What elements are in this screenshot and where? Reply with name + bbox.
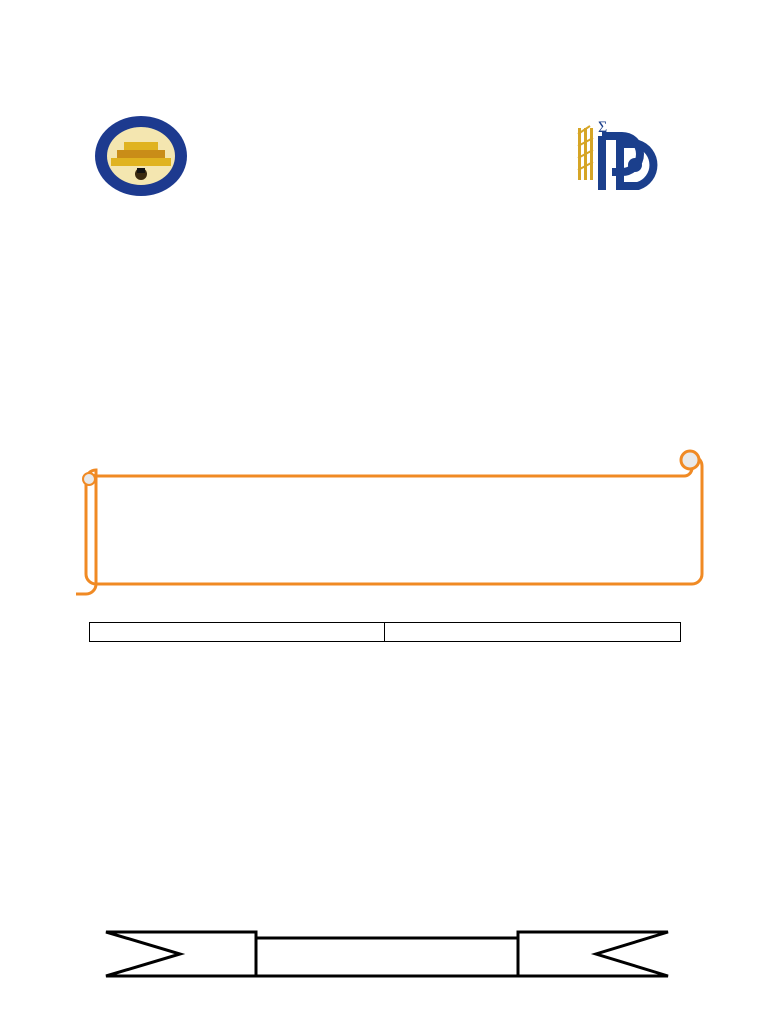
balloon-border-right (708, 50, 740, 964)
balloon-border-left (28, 50, 58, 964)
scroll-banner (72, 446, 706, 596)
balloon-border-top (28, 22, 740, 52)
table-row (90, 623, 681, 642)
academic-year-ribbon (104, 924, 670, 984)
student-name (90, 623, 385, 642)
student-matricule (385, 623, 681, 642)
university-douala-logo (92, 114, 190, 198)
student-table (89, 622, 681, 642)
enspd-logo (576, 116, 672, 192)
svg-text:Σ: Σ (598, 119, 608, 136)
